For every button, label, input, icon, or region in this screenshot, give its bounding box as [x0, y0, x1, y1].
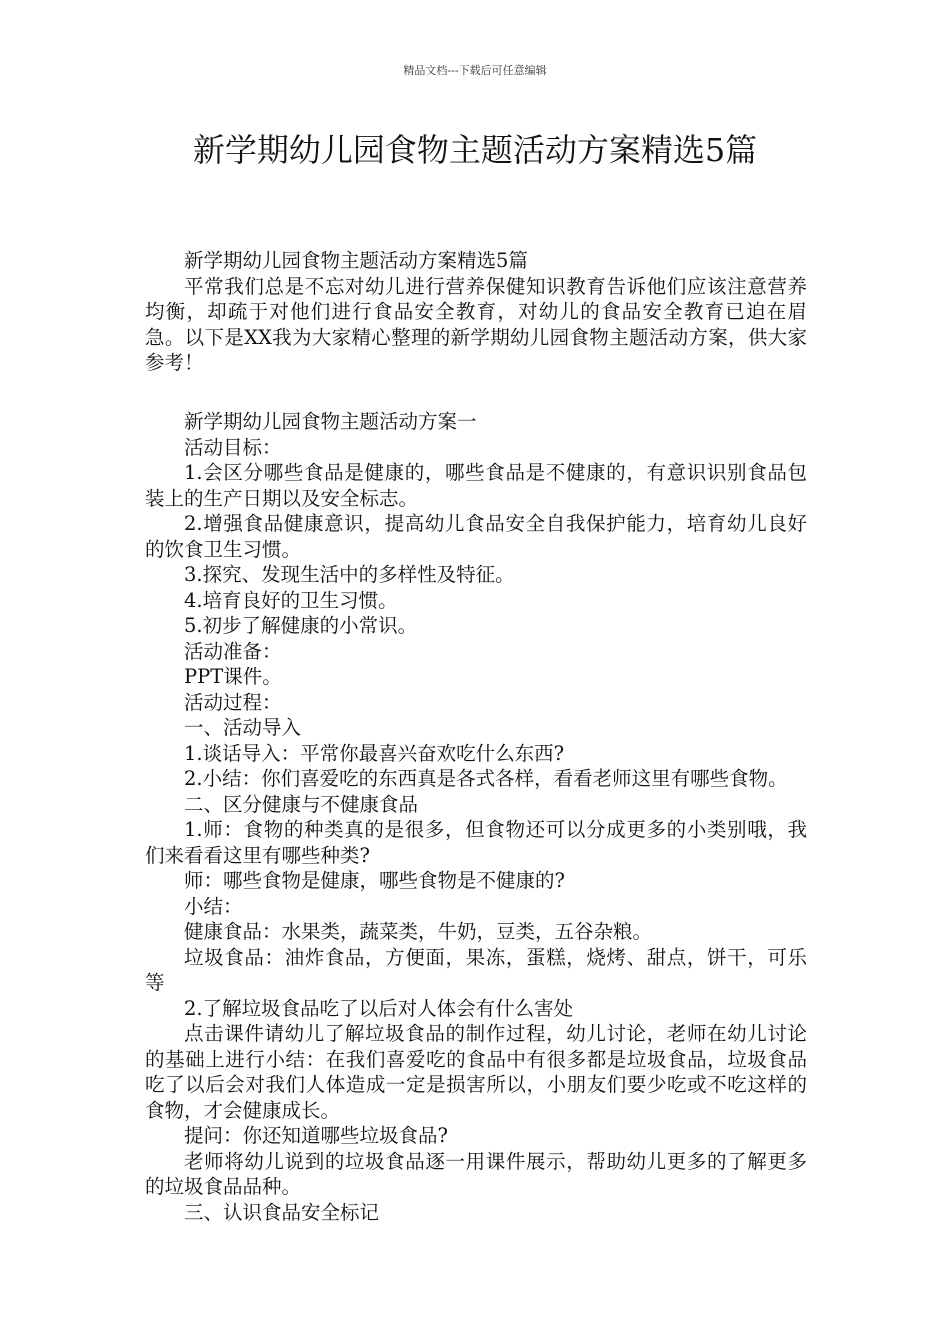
list-item: 2.小结：你们喜爱吃的东西真是各式各样，看看老师这里有哪些食物。 — [184, 767, 788, 790]
section-heading: 一、活动导入 — [184, 716, 302, 739]
paragraph: 健康食品：水果类，蔬菜类，牛奶，豆类，五谷杂粮。 — [184, 920, 653, 943]
blank-line — [145, 376, 807, 402]
paragraph: PPT课件。 — [184, 665, 282, 688]
subheading: 小结： — [184, 894, 243, 918]
list-item: 5.初步了解健康的小常识。 — [184, 614, 418, 637]
section-heading: 新学期幼儿园食物主题活动方案一 — [184, 410, 477, 433]
subheading: 活动准备： — [184, 639, 282, 663]
document-body — [145, 248, 807, 1225]
paragraph: 垃圾食品：油炸食品，方便面，果冻，蛋糕，烧烤、甜点，饼干，可乐等 — [145, 945, 807, 994]
intro-paragraph: 平常我们总是不忘对幼儿进行营养保健知识教育告诉他们应该注意营养均衡，却疏于对他们进行食品安全教育，对幼儿的食品安全教育已迫在眉急。以下是XX我为大家精心整理的新学期幼儿园食物主题活动方案，供大家参考！ — [145, 274, 807, 374]
paragraph: 师：哪些食物是健康，哪些食物是不健康的? — [184, 869, 565, 892]
list-item: 3.探究、发现生活中的多样性及特征。 — [184, 563, 515, 586]
page-header-note: 精品文档---下载后可任意编辑 — [403, 64, 547, 77]
subheading: 活动过程： — [184, 690, 282, 714]
section-heading: 二、区分健康与不健康食品 — [184, 792, 419, 816]
list-item: 4.培育良好的卫生习惯。 — [184, 588, 398, 612]
blank-line — [145, 401, 807, 409]
paragraph: 老师将幼儿说到的垃圾食品逐一用课件展示，帮助幼儿更多的了解更多的垃圾食品品种。 — [145, 1149, 807, 1198]
list-item: 1.师：食物的种类真的是很多，但食物还可以分成更多的小类别哦，我们来看看这里有哪些种类? — [145, 818, 807, 867]
list-item: 2.了解垃圾食品吃了以后对人体会有什么害处 — [184, 996, 574, 1020]
list-item: 2.增强食品健康意识，提高幼儿食品安全自我保护能力，培育幼儿良好的饮食卫生习惯。 — [145, 512, 807, 561]
document-title: 新学期幼儿园食物主题活动方案精选5篇 — [192, 131, 758, 169]
list-item: 1.谈话导入：平常你最喜兴奋欢吃什么东西? — [184, 741, 565, 765]
paragraph: 提问：你还知道哪些垃圾食品? — [184, 1124, 448, 1147]
subheading: 活动目标： — [184, 435, 282, 459]
paragraph: 点击课件请幼儿了解垃圾食品的制作过程，幼儿讨论，老师在幼儿讨论的基础上进行小结：在我们喜爱吃的食品中有很多都是垃圾食品，垃圾食品吃了以后会对我们人体造成一定是损害所以，小朋友们要少吃或不吃这样的食物，才会健康成长。 — [145, 1022, 807, 1122]
list-item: 1.会区分哪些食品是健康的，哪些食品是不健康的，有意识识别食品包装上的生产日期以及安全标志。 — [145, 461, 807, 510]
subtitle-paragraph: 新学期幼儿园食物主题活动方案精选5篇 — [184, 249, 528, 272]
section-heading: 三、认识食品安全标记 — [184, 1200, 380, 1224]
